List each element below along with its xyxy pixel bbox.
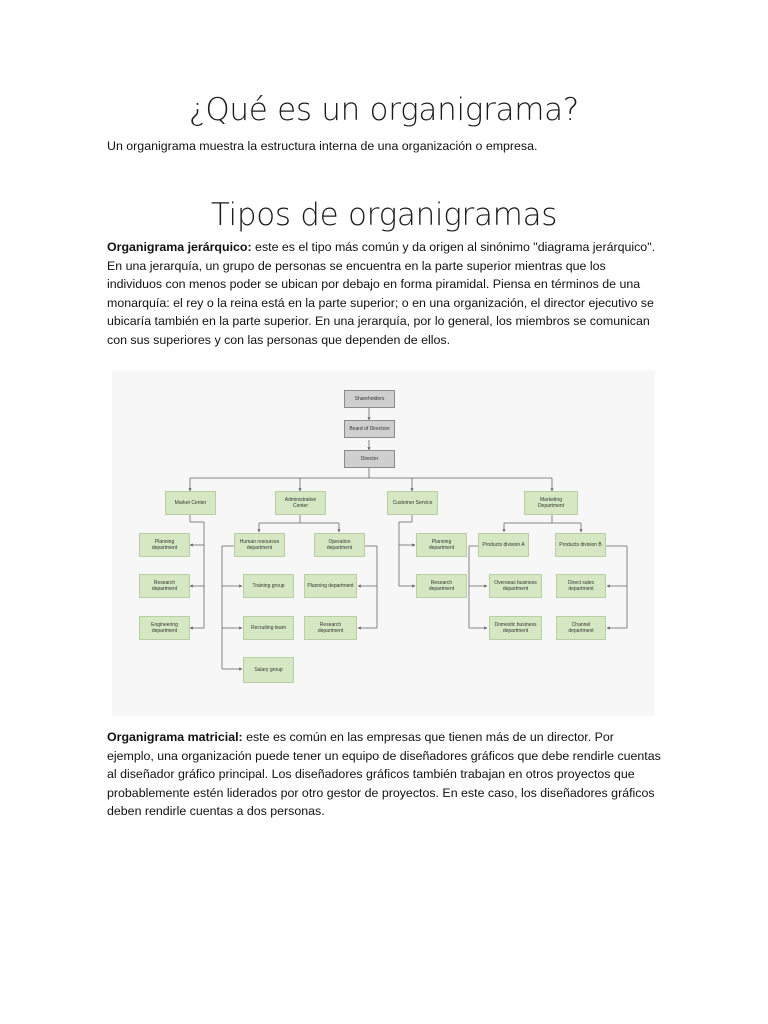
node-domestic-business: Domestic business department xyxy=(489,616,542,640)
node-overseas-business: Overseas business department xyxy=(489,574,542,598)
intro-paragraph: Un organigrama muestra la estructura interna de una organización o empresa. xyxy=(107,139,538,153)
hierarchical-text: este es el tipo más común y da origen al sinónimo "diagrama jerárquico". En una jerarquía, un grupo de personas se encuentra en la parte superior mientras que los individuos con menos poder se ubican por debajo en forma piramidal. Piensa en términos de una monarquía: el rey o la reina está en la parte superior; o en una organización, el director ejecutivo se ubicaría también en la parte superior. En una jerarquía, por lo general, los miembros se comunican con sus superiores y con las personas que dependen de ellos. xyxy=(107,240,656,347)
node-market-center: Market Center xyxy=(165,491,216,515)
node-channel: Channel department xyxy=(556,616,606,640)
section-title: Tipos de organigramas xyxy=(210,197,558,233)
matrix-paragraph xyxy=(107,728,663,821)
node-products-division-b: Products division B xyxy=(555,533,606,557)
node-human-resources: Human resources department xyxy=(234,533,285,557)
hierarchical-paragraph xyxy=(107,238,663,350)
node-products-division-a: Products division A xyxy=(478,533,529,557)
page-title: ¿Qué es un organigrama? xyxy=(189,92,579,128)
node-customer-service: Customer Service xyxy=(387,491,438,515)
node-administrative-center: Administrative Center xyxy=(275,491,326,515)
node-salary-group: Salary group xyxy=(243,657,294,683)
node-mc-research: Research department xyxy=(139,574,190,598)
node-director: Director xyxy=(344,450,395,468)
node-cs-research: Research department xyxy=(416,574,467,598)
org-chart-diagram xyxy=(112,370,655,716)
hierarchical-label: Organigrama jerárquico: xyxy=(107,240,252,254)
node-cs-planning: Planning department xyxy=(416,533,467,557)
node-recruiting-team: Recruiting team xyxy=(243,616,294,640)
node-op-research: Research department xyxy=(304,616,357,640)
node-op-planning: Planning department xyxy=(304,574,357,598)
node-shareholders: Shareholders xyxy=(344,390,395,408)
node-marketing-department: Marketing Department xyxy=(524,491,578,515)
node-training-group: Training group xyxy=(243,574,294,598)
node-board-of-directors: Board of Directors xyxy=(344,420,395,438)
node-direct-sales: Direct sales department xyxy=(556,574,606,598)
matrix-text: este es común en las empresas que tienen más de un director. Por ejemplo, una organización puede tener un equipo de diseñadores gráficos que debe rendirle cuentas al diseñador gráfico principal. Los diseñadores gráficos también trabajan en otros proyectos que probablemente estén liderados por otro gestor de proyectos. En este caso, los diseñadores gráficos deben rendirle cuentas a dos personas. xyxy=(107,730,661,819)
node-mc-engineering: Engineering department xyxy=(139,616,190,640)
node-operation: Operation department xyxy=(314,533,365,557)
node-mc-planning: Planning department xyxy=(139,533,190,557)
matrix-label: Organigrama matricial: xyxy=(107,730,243,744)
